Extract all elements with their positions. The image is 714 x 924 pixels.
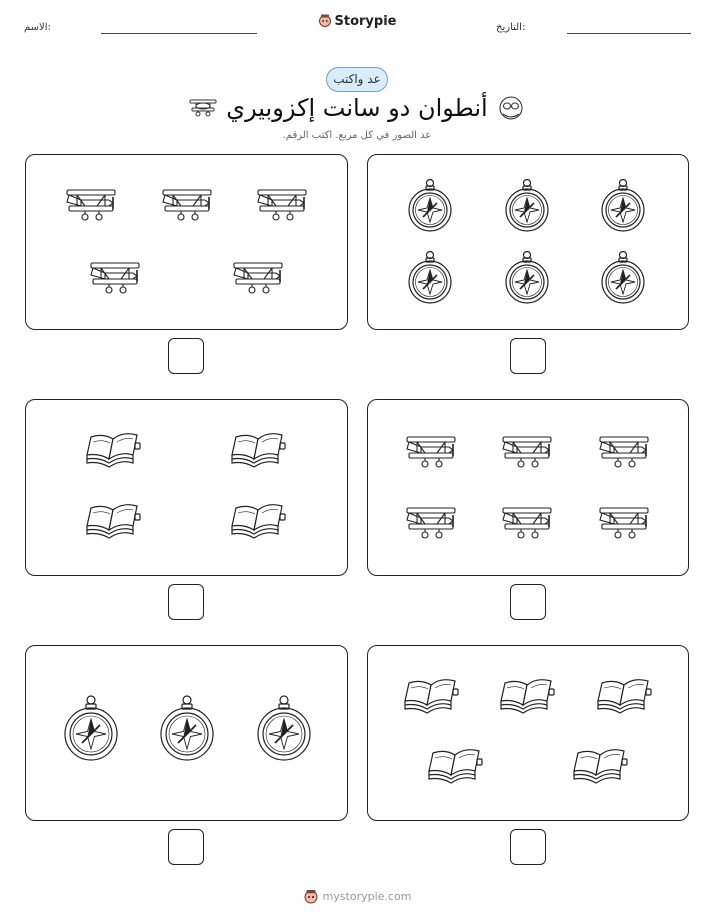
book-icon <box>87 505 140 538</box>
answer-box-5[interactable] <box>510 829 546 865</box>
count-panel-1 <box>367 154 689 330</box>
biplane-icon <box>600 508 648 538</box>
answer-box-6[interactable] <box>168 829 204 865</box>
page-title: أنطوان دو سانت إكزوبيري <box>226 94 488 122</box>
title-aviator-helmet-icon <box>497 94 525 126</box>
footer-url: mystorypie.com <box>322 890 412 903</box>
count-panel-2 <box>25 154 348 330</box>
activity-badge: عد واكتب <box>326 67 388 92</box>
answer-box-2[interactable] <box>168 338 204 374</box>
biplane-icon <box>258 190 306 220</box>
answer-box-3[interactable] <box>510 584 546 620</box>
compass-icon <box>602 180 644 232</box>
count-panel-3 <box>367 399 689 576</box>
count-panel-5 <box>367 645 689 821</box>
compass-icon <box>65 696 117 760</box>
compass-icon <box>602 252 644 304</box>
book-icon <box>405 680 458 713</box>
footer <box>0 888 714 904</box>
compass-icon <box>506 180 548 232</box>
name-line[interactable] <box>101 33 257 34</box>
biplane-icon <box>91 263 139 293</box>
compass-icon <box>161 696 213 760</box>
count-panel-4 <box>25 399 348 576</box>
date-line[interactable] <box>567 33 691 34</box>
compass-icon <box>506 252 548 304</box>
biplane-icon <box>407 508 455 538</box>
biplane-icon <box>503 437 551 467</box>
brand-logo <box>0 13 714 29</box>
biplane-icon <box>600 437 648 467</box>
panel-3-pictures <box>368 400 690 577</box>
book-icon <box>232 434 285 467</box>
storypie-mascot-icon <box>303 888 319 904</box>
compass-icon <box>409 252 451 304</box>
biplane-icon <box>234 263 282 293</box>
biplane-icon <box>163 190 211 220</box>
panel-6-pictures <box>26 646 349 822</box>
date-label: التاريخ: <box>496 22 526 33</box>
book-icon <box>232 505 285 538</box>
answer-box-1[interactable] <box>510 338 546 374</box>
panel-1-pictures <box>368 155 690 331</box>
brand-name: Storypie <box>334 14 397 29</box>
biplane-icon <box>407 437 455 467</box>
book-icon <box>501 680 554 713</box>
storypie-mascot-icon <box>318 13 332 27</box>
biplane-icon <box>67 190 115 220</box>
answer-box-4[interactable] <box>168 584 204 620</box>
panel-2-pictures <box>26 155 349 331</box>
count-panel-6 <box>25 645 348 821</box>
name-label: الاسم: <box>24 22 51 33</box>
panel-4-pictures <box>26 400 349 577</box>
book-icon <box>87 434 140 467</box>
compass-icon <box>258 696 310 760</box>
panel-5-pictures <box>368 646 690 822</box>
book-icon <box>598 680 651 713</box>
instructions: عد الصور في كل مربع. اكتب الرقم. <box>282 130 432 141</box>
book-icon <box>574 750 627 783</box>
book-icon <box>429 750 482 783</box>
biplane-icon <box>503 508 551 538</box>
compass-icon <box>409 180 451 232</box>
